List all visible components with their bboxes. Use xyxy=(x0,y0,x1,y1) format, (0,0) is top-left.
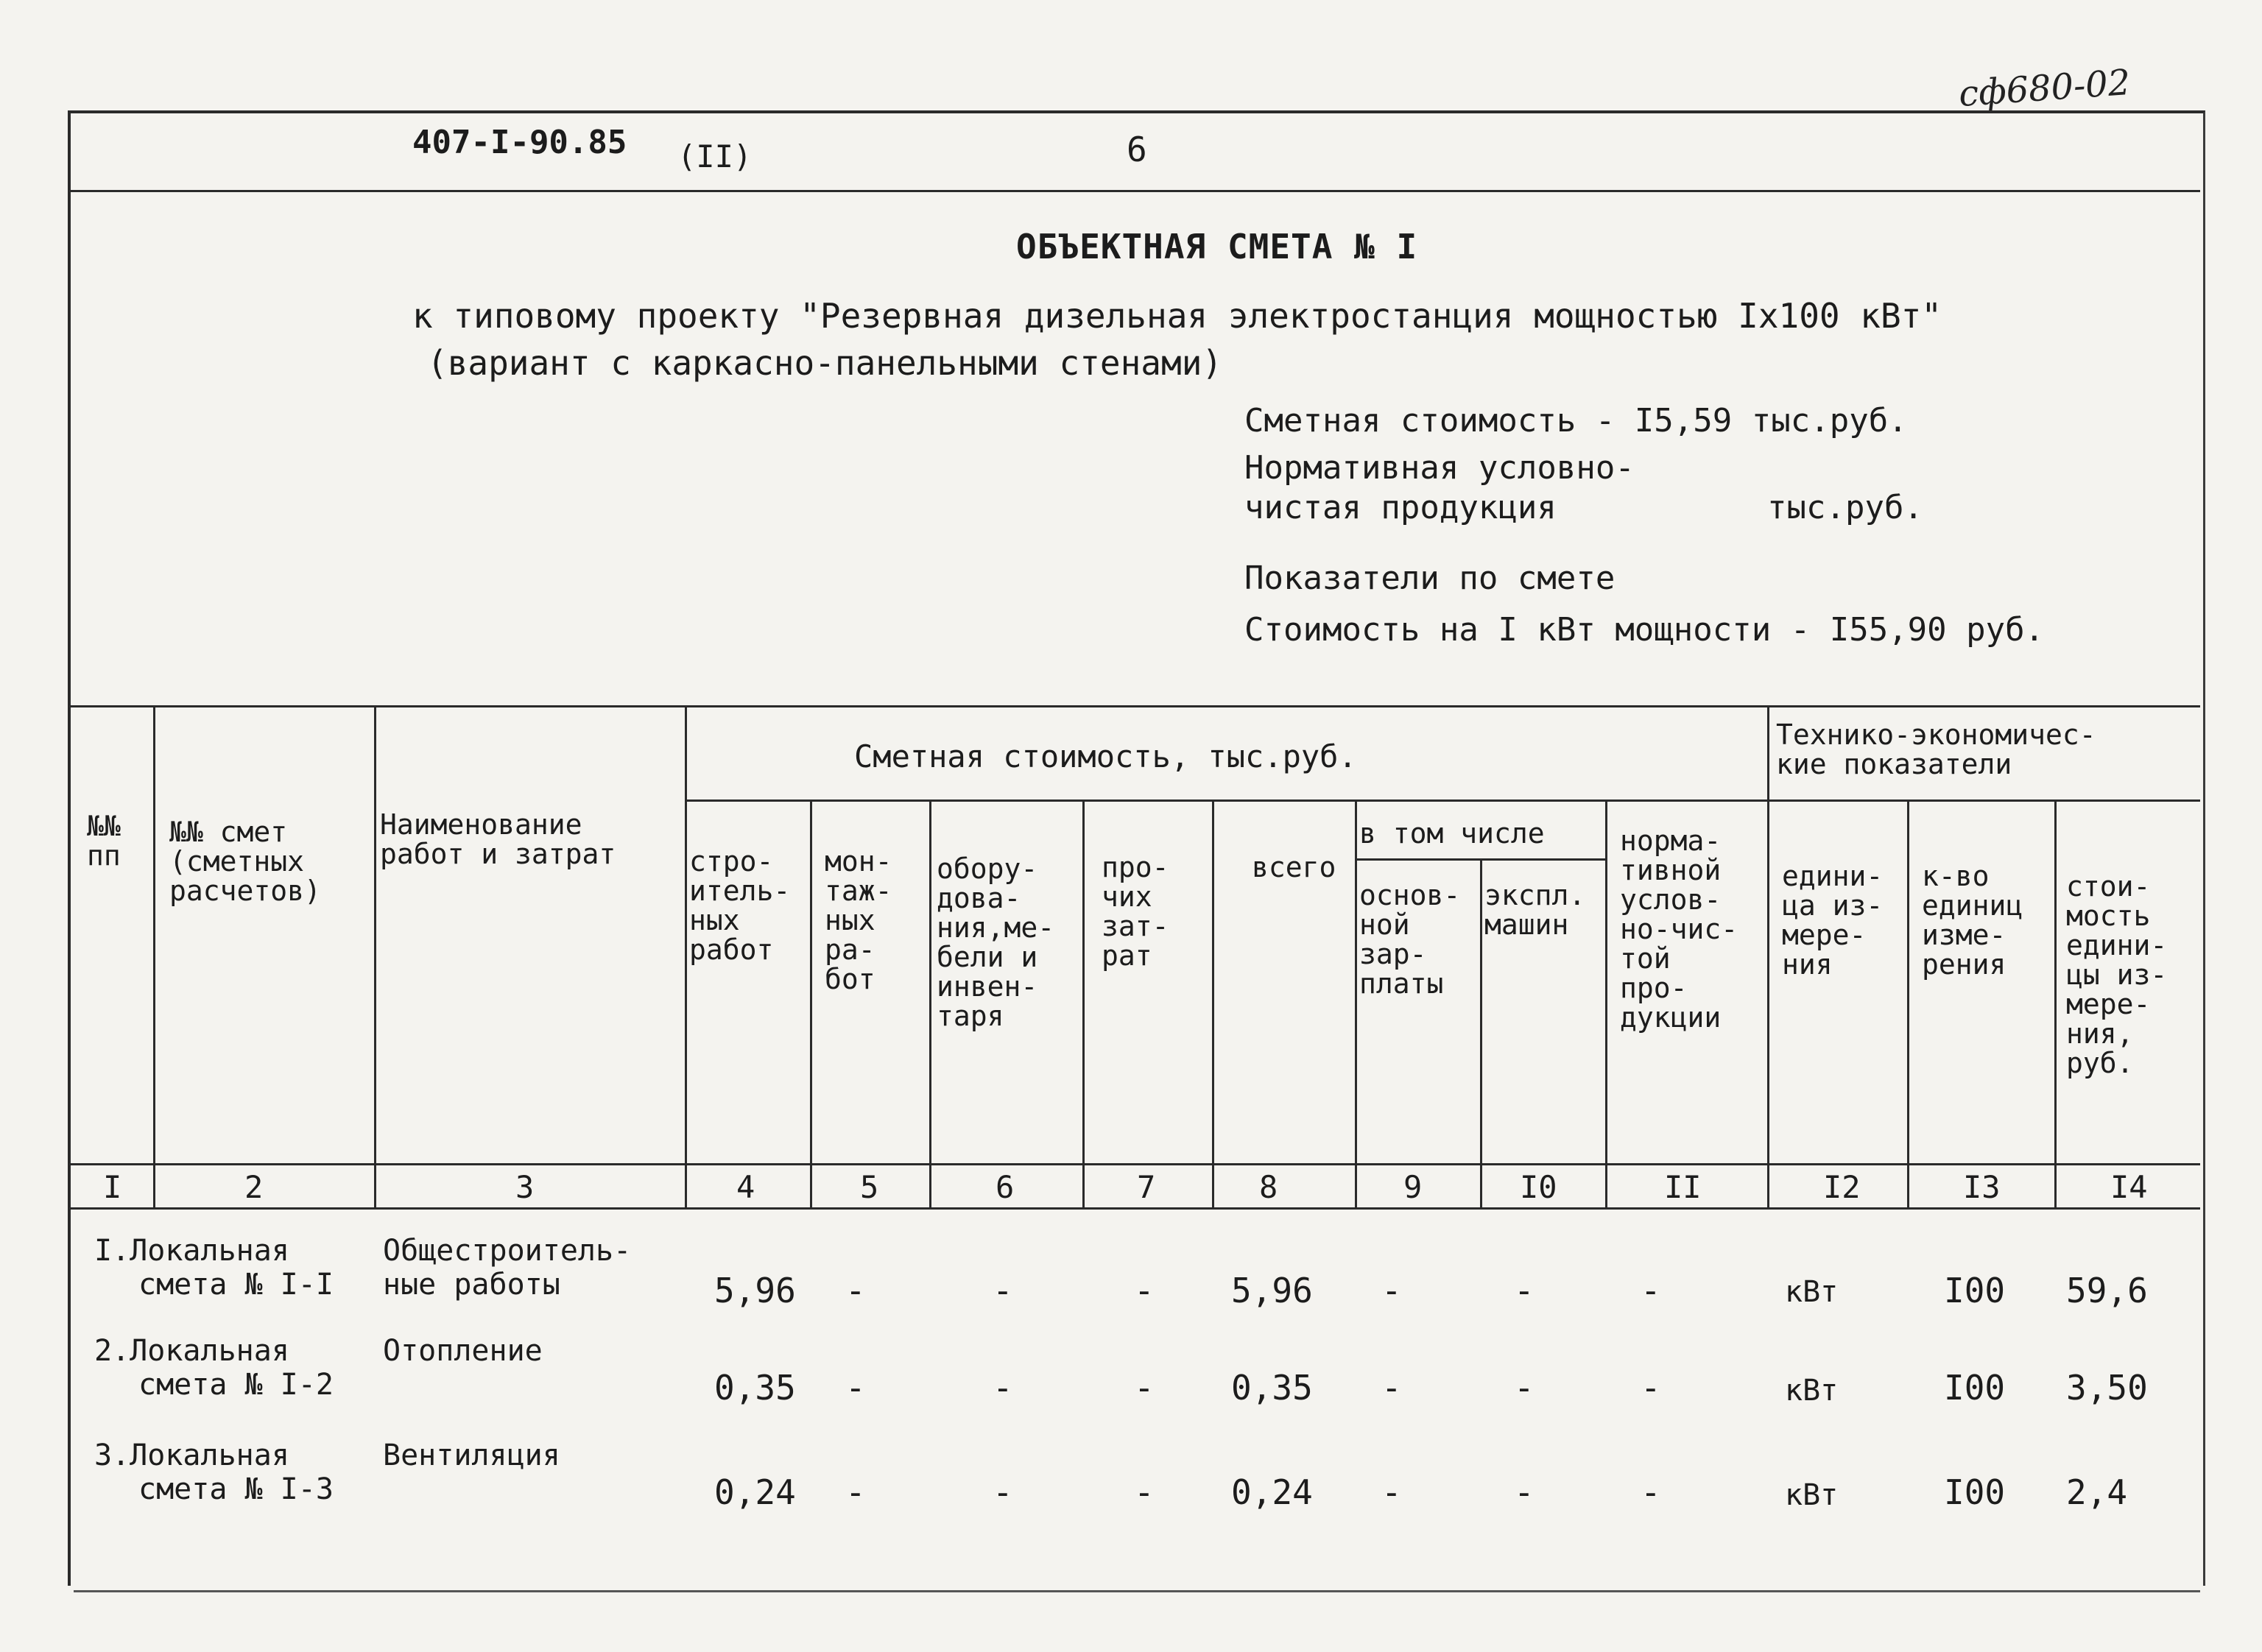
row-other-cost: - xyxy=(1134,1472,1155,1512)
header-col-7: про- чих зат- рат xyxy=(1102,851,1169,972)
row-estimate-number: 2.Локальная смета № I-2 xyxy=(94,1334,334,1402)
normative-product-unit: тыс.руб. xyxy=(1767,489,1923,526)
row-construction-cost: 0,24 xyxy=(714,1472,796,1512)
row-quantity: I00 xyxy=(1944,1368,2006,1408)
row-estimate-number: I.Локальная смета № I-I xyxy=(94,1234,334,1302)
header-col-6: обору- дова- ния,ме- бели и инвен- таря xyxy=(937,853,1055,1032)
row-quantity: I00 xyxy=(1944,1472,2006,1512)
row-work-name: Отопление xyxy=(383,1334,543,1368)
row-other-cost: - xyxy=(1134,1271,1155,1310)
col-divider-6 xyxy=(1082,799,1085,1207)
subtitle-line-1: к типовому проекту "Резервная дизельная электростанция мощностью Iх100 кВт" xyxy=(412,296,1942,336)
row-machine-operation: - xyxy=(1514,1271,1535,1310)
handwritten-archive-code: сф680-02 xyxy=(1957,61,2132,116)
row-base-salary: - xyxy=(1381,1368,1402,1408)
header-col-9: основ- ной зар- платы xyxy=(1359,879,1461,1000)
group-header-divider xyxy=(685,799,2200,802)
row-estimate-number: 3.Локальная смета № I-3 xyxy=(94,1439,334,1506)
row-base-salary: - xyxy=(1381,1472,1402,1512)
row-machine-operation: - xyxy=(1514,1368,1535,1408)
row-unit-cost: 2,4 xyxy=(2066,1472,2128,1512)
header-col-14: стои- мость едини- цы из- мере- ния, руб. xyxy=(2066,870,2168,1079)
header-divider xyxy=(68,190,2200,192)
header-col-12: едини- ца из- мере- ния xyxy=(1782,860,1884,981)
col-divider-12 xyxy=(1907,799,1909,1207)
row-base-salary: - xyxy=(1381,1271,1402,1310)
column-number-2: 2 xyxy=(244,1169,264,1205)
col-divider-1 xyxy=(153,705,155,1207)
row-normative-product: - xyxy=(1641,1472,1661,1512)
column-number-5: 5 xyxy=(860,1169,879,1205)
header-col-4: стро- итель- ных работ xyxy=(689,845,791,966)
header-col-10: экспл. машин xyxy=(1484,879,1586,941)
row-quantity: I00 xyxy=(1944,1271,2006,1310)
row-unit: кВт xyxy=(1785,1374,1839,1408)
row-unit: кВт xyxy=(1785,1275,1839,1309)
row-equipment-cost: - xyxy=(993,1472,1013,1512)
column-number-3: 3 xyxy=(515,1169,535,1205)
header-group-cost: Сметная стоимость, тыс.руб. xyxy=(854,738,1357,774)
col-divider-3 xyxy=(685,705,687,1207)
row-installation-cost: - xyxy=(845,1472,866,1512)
row-installation-cost: - xyxy=(845,1271,866,1310)
row-work-name: Вентиляция xyxy=(383,1439,560,1472)
column-number-7: 7 xyxy=(1137,1169,1156,1205)
column-number-14: I4 xyxy=(2110,1169,2148,1205)
column-number-6: 6 xyxy=(996,1169,1015,1205)
header-col-5: мон- таж- ных ра- бот xyxy=(825,845,892,995)
row-equipment-cost: - xyxy=(993,1271,1013,1310)
col-divider-7 xyxy=(1212,799,1214,1207)
project-code: 407-I-90.85 xyxy=(412,124,627,161)
row-unit-cost: 59,6 xyxy=(2066,1271,2148,1310)
col-divider-2 xyxy=(374,705,376,1207)
row-installation-cost: - xyxy=(845,1368,866,1408)
header-col-11: норма- тивной услов- но-чис- той про- дукции xyxy=(1620,825,1738,1034)
normative-product-label-1: Нормативная условно- xyxy=(1244,449,1635,487)
column-number-10: I0 xyxy=(1520,1169,1557,1205)
header-col-2: №№ смет (сметных расчетов) xyxy=(169,816,321,907)
header-group-included: в том числе xyxy=(1359,817,1545,850)
column-numbers-bottom xyxy=(68,1207,2200,1210)
row-machine-operation: - xyxy=(1514,1472,1535,1512)
col-divider-10 xyxy=(1605,799,1607,1207)
column-number-11: II xyxy=(1664,1169,1702,1205)
row-normative-product: - xyxy=(1641,1368,1661,1408)
column-number-8: 8 xyxy=(1259,1169,1278,1205)
row-unit-cost: 3,50 xyxy=(2066,1368,2148,1408)
revision-mark: (II) xyxy=(677,138,753,174)
row-total-cost: 5,96 xyxy=(1231,1271,1313,1310)
col-divider-13 xyxy=(2054,799,2057,1207)
estimated-cost: Сметная стоимость - I5,59 тыс.руб. xyxy=(1244,402,1908,440)
row-total-cost: 0,24 xyxy=(1231,1472,1313,1512)
header-col-3: Наименование работ и затрат xyxy=(380,808,616,870)
indicators-label: Показатели по смете xyxy=(1244,560,1616,597)
page-number: 6 xyxy=(1127,130,1147,169)
document-title: ОБЪЕКТНАЯ СМЕТА № I xyxy=(1016,227,1418,266)
header-col-13: к-во единиц изме- рения xyxy=(1922,860,2023,981)
row-construction-cost: 5,96 xyxy=(714,1271,796,1310)
col-divider-9 xyxy=(1480,858,1482,1207)
subtitle-line-2: (вариант с каркасно-панельными стенами) xyxy=(427,343,1223,383)
row-normative-product: - xyxy=(1641,1271,1661,1310)
column-number-4: 4 xyxy=(736,1169,755,1205)
col-divider-11 xyxy=(1767,705,1769,1207)
row-equipment-cost: - xyxy=(993,1368,1013,1408)
header-col-1: №№ пп xyxy=(87,810,121,872)
normative-product-label-2: чистая продукция xyxy=(1244,489,1557,526)
column-number-12: I2 xyxy=(1823,1169,1861,1205)
column-number-9: 9 xyxy=(1403,1169,1423,1205)
cost-per-kw: Стоимость на I кВт мощности - I55,90 руб. xyxy=(1244,611,2045,649)
col-divider-8 xyxy=(1355,799,1357,1207)
header-group-tech: Технико-экономичес- кие показатели xyxy=(1776,719,2096,780)
col-divider-4 xyxy=(810,799,812,1207)
row-construction-cost: 0,35 xyxy=(714,1368,796,1408)
table-top-border xyxy=(68,705,2200,707)
column-number-1: I xyxy=(103,1169,122,1205)
row-total-cost: 0,35 xyxy=(1231,1368,1313,1408)
column-numbers-top xyxy=(68,1163,2200,1165)
row-other-cost: - xyxy=(1134,1368,1155,1408)
col-divider-5 xyxy=(929,799,931,1207)
table-bottom-border xyxy=(74,1590,2200,1592)
row-work-name: Общестроитель- ные работы xyxy=(383,1234,632,1302)
row-unit: кВт xyxy=(1785,1478,1839,1512)
header-col-8: всего xyxy=(1252,851,1336,883)
column-number-13: I3 xyxy=(1963,1169,2001,1205)
